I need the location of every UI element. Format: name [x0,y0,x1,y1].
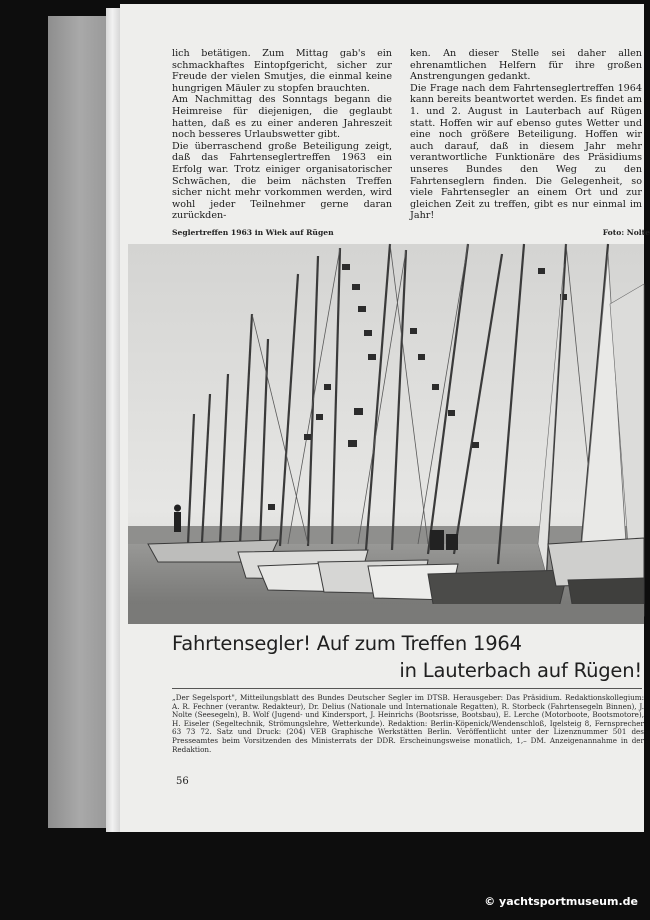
watermark: © yachtsportmuseum.de [484,895,638,908]
headline-line-2: in Lauterbach auf Rügen! [399,659,642,682]
headline [172,632,642,682]
paragraph: Am Nachmittag des Sonntags begann die Heimreise für diejenigen, die geglaubt hatten, daß es zu einer anderen Jahreszeit noch besseres Urlaubswetter gibt. [172,94,392,141]
paragraph: ken. An dieser Stelle sei daher allen ehrenamtlichen Helfern für ihre großen Anstrengungen gedankt. [410,48,642,83]
harbor-photo [128,244,644,624]
sailboats-photo-illustration [128,244,644,624]
text-column-left [172,48,392,222]
photo-caption-row [172,228,650,237]
paragraph: Die überraschend große Beteiligung zeigt, daß das Fahrtenseglertreffen 1963 ein Erfolg war. Trotz einiger organisatorischer Schwächen, die beim nächsten Treffen sicher nicht mehr vorkommen werden, wird wohl jeder Teilnehmer gerne daran zurückden- [172,140,392,222]
magazine-page [120,4,650,832]
paragraph: Die Frage nach dem Fahrtenseglertreffen 1964 kann bereits beantwortet werden. Es findet am 1. und 2. August in Lauterbach auf Rügen statt. Hoffen wir auf ebenso gutes Wetter und eine noch größere Beteiligung. Hoffen wir auch darauf, daß in diesem Jahr mehr verantwortliche Funktionäre des Präsidiums unseres Bundes den Weg zu den Fahrtenseglern finden. Die Gelegenheit, so viele Fahrtensegler an einem Ort und zur gleichen Zeit zu treffen, gibt es nur einmal im Jahr! [410,82,642,222]
photo-credit: Foto: Nolte [602,228,650,237]
text-column-right [410,48,642,222]
divider [172,688,642,689]
book-spine [48,16,106,828]
photo-caption: Seglertreffen 1963 in Wiek auf Rügen [172,228,334,237]
imprint-text: „Der Segelsport", Mitteilungsblatt des Bundes Deutscher Segler im DTSB. Herausgeber: Das Präsidium. Redaktionskollegium: A. R. Fechner (verantw. Redakteur), Dr. Delius (Nationale und Internationale Regatten), R. Storbeck (Fahrtensegeln Binnen), J. Nolte (Seesegeln), B. Wolf (Jugend- und Kindersport, J. Heinrichs (Bootsrisse, Bootsbau), E. Lerche (Motorboote, Bootsmotore), H. Eiseler (Segeltechnik, Strömungslehre, Wetterkunde). Redaktion: Berlin-Köpenick/Wendenschloß, Igelsteig 8, Fernsprecher 63 73 72. Satz und Druck: (204) VEB Graphische Werkstätten Berlin. Veröffentlicht unter der Lizenznummer 501 des Presseamtes beim Vorsitzenden des Ministerrats der DDR. Erscheinungsweise monatlich, 1,– DM. Anzeigenannahme in der Redaktion. [172,693,644,754]
page-number: 56 [176,776,189,787]
paragraph: lich betätigen. Zum Mittag gab's ein schmackhaftes Eintopfgericht, sicher zur Freude der vielen Smutjes, die einmal keine hungrigen Mäuler zu stopfen brauchten. [172,48,392,94]
headline-line-1: Fahrtensegler! Auf zum Treffen 1964 [172,632,522,655]
